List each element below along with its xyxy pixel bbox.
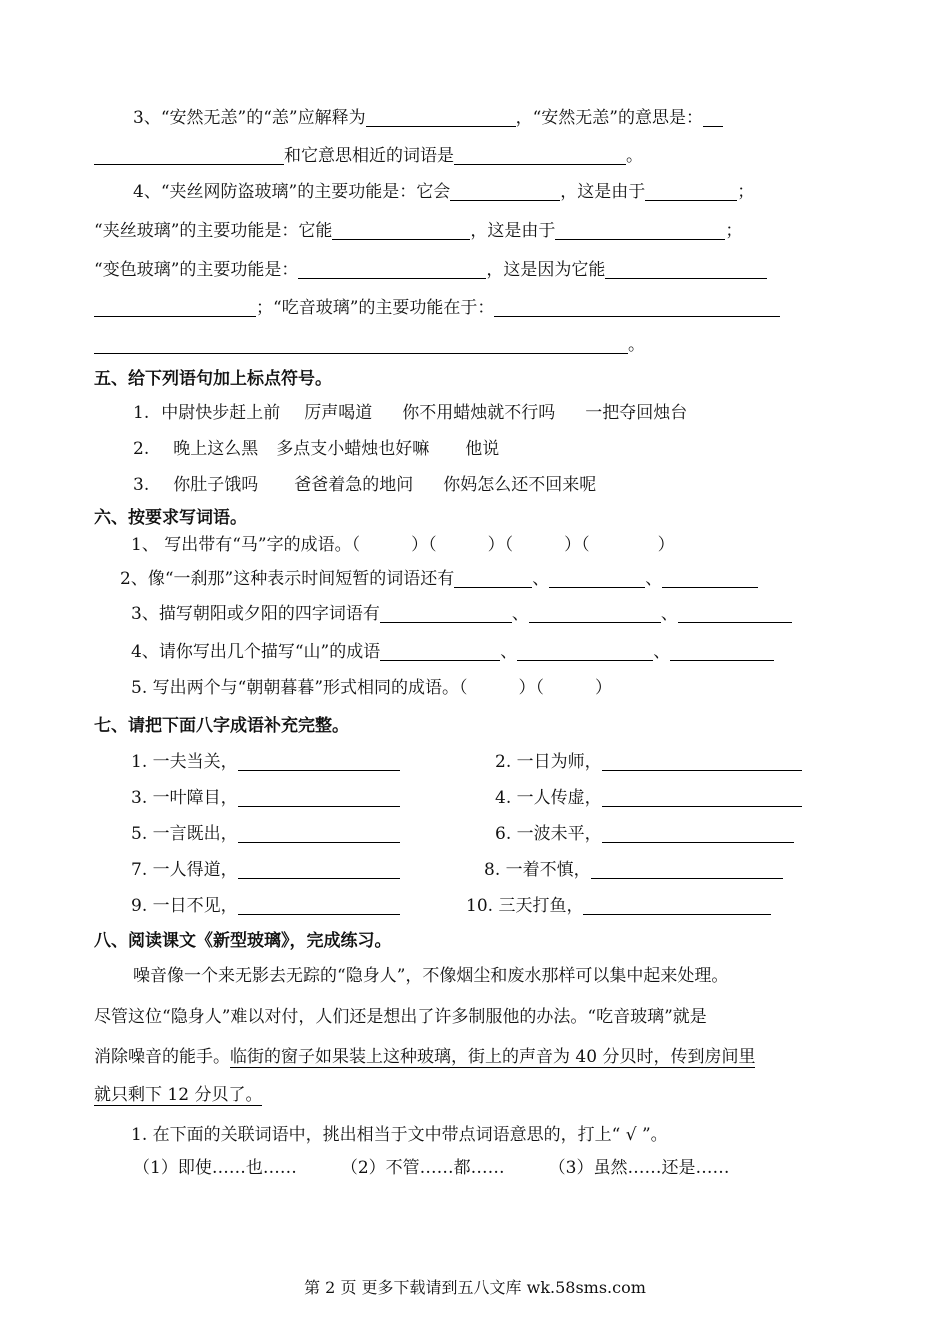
q4-line-1: 4、“夹丝网防盗玻璃”的主要功能是：它会 ，这是由于 ； [133,182,755,202]
passage-line-4 [94,1083,830,1107]
section-5-title: 五、给下列语句加上标点符号。 [94,369,332,389]
s8-question-1: 1. 在下面的关联词语中，挑出相当于文中带点词语意思的，打上“ √ ”。 [131,1125,668,1145]
q3-line-1: 3、“安然无恙”的“恙”应解释为 ，“安然无恙”的意思是： [133,106,833,130]
q4-line-4: ；“吃音玻璃”的主要功能在于： [94,296,830,320]
answer-blank[interactable] [380,604,512,623]
answer-blank[interactable] [670,642,774,661]
s6-line-1: 1、 写出带有“马”字的成语。（ ）（ ）（ ）（ ） [131,535,675,555]
answer-blank[interactable] [602,788,802,807]
answer-blank[interactable] [238,788,400,807]
section-7-title: 七、请把下面八字成语补充完整。 [94,716,349,736]
s6-line-3: 3、描写朝阳或夕阳的四字词语有 、 、 [131,602,831,626]
answer-blank[interactable] [703,108,723,127]
option-2[interactable]: （2）不管……都…… [340,1158,505,1178]
s7-item-1: 1. 一夫当关， [131,750,421,774]
answer-blank[interactable] [591,860,783,879]
s6-line-5: 5. 写出两个与“朝朝暮暮”形式相同的成语。（ ）（ ） [131,678,613,698]
s8-options [133,1156,869,1180]
answer-blank[interactable] [517,642,653,661]
answer-blank[interactable] [549,569,645,588]
answer-blank[interactable] [238,896,400,915]
answer-blank[interactable] [454,569,532,588]
q4-line-2: “夹丝玻璃”的主要功能是：它能 ，这是由于 ； [94,221,743,241]
answer-blank[interactable] [602,824,794,843]
s7-item-9: 9. 一日不见， [131,894,421,918]
s5-line-1: 1. 中尉快步赶上前 厉声喝道 你不用蜡烛就不行吗 一把夺回烛台 [133,403,688,423]
q4-line-5: 。 [94,333,830,357]
passage-line-1: 噪音像一个来无影去无踪的“隐身人”，不像烟尘和废水那样可以集中起来处理。 [133,966,729,986]
answer-blank[interactable] [298,260,486,279]
answer-blank[interactable] [583,896,771,915]
answer-blank[interactable] [380,642,500,661]
s6-line-4: 4、请你写出几个描写“山”的成语 、 、 [131,640,831,664]
passage-line-3: 消除噪音的能手。临街的窗子如果装上这种玻璃，街上的声音为 40 分贝时，传到房间里 [94,1047,756,1067]
answer-blank[interactable] [678,604,792,623]
answer-blank[interactable] [450,182,560,201]
answer-blank[interactable] [94,335,628,354]
s5-line-2: 2. 晚上这么黑 多点支小蜡烛也好嘛 他说 [133,439,500,459]
answer-blank[interactable] [494,298,780,317]
q4-line-3: “变色玻璃”的主要功能是： ，这是因为它能 [94,258,830,282]
answer-blank[interactable] [366,108,516,127]
answer-blank[interactable] [555,221,725,240]
option-1[interactable]: （1）即使……也…… [133,1158,297,1178]
s7-item-8: 8. 一着不慎， [484,858,814,882]
section-8-title: 八、阅读课文《新型玻璃》，完成练习。 [94,931,392,951]
answer-blank[interactable] [454,146,626,165]
s5-line-3: 3. 你肚子饿吗 爸爸着急的地问 你妈怎么还不回来呢 [133,475,597,495]
s6-line-2: 2、像“一刹那”这种表示时间短暂的词语还有 、 、 [120,567,830,591]
answer-blank[interactable] [238,860,400,879]
answer-blank[interactable] [332,221,470,240]
answer-blank[interactable] [238,752,400,771]
answer-blank[interactable] [529,604,661,623]
s7-item-4: 4. 一人传虚， [495,786,825,810]
s7-item-5: 5. 一言既出， [131,822,421,846]
underlined-sentence-end: 就只剩下 12 分贝了。 [94,1085,263,1105]
passage-line-2: 尽管这位“隐身人”难以对付，人们还是想出了许多制服他的办法。“吃音玻璃”就是 [94,1007,707,1027]
answer-blank[interactable] [605,260,767,279]
s7-item-2: 2. 一日为师， [495,750,825,774]
s7-item-6: 6. 一波未平， [495,822,825,846]
s7-item-7: 7. 一人得道， [131,858,421,882]
answer-blank[interactable] [94,298,256,317]
s7-item-3: 3. 一叶障目， [131,786,421,810]
page-footer: 第 2 页 更多下载请到五八文库 wk.58sms.com [304,1278,646,1297]
option-3[interactable]: （3）虽然……还是…… [548,1158,730,1178]
answer-blank[interactable] [662,569,758,588]
answer-blank[interactable] [602,752,802,771]
underlined-sentence: 临街的窗子如果装上这种玻璃，街上的声音为 40 分贝时，传到房间里 [230,1047,756,1067]
answer-blank[interactable] [645,182,737,201]
answer-blank[interactable] [238,824,400,843]
q3-line-2: 和它意思相近的词语是 。 [94,144,830,168]
answer-blank[interactable] [94,146,284,165]
section-6-title: 六、按要求写词语。 [94,508,247,528]
s7-item-10: 10. 三天打鱼， [466,894,796,918]
